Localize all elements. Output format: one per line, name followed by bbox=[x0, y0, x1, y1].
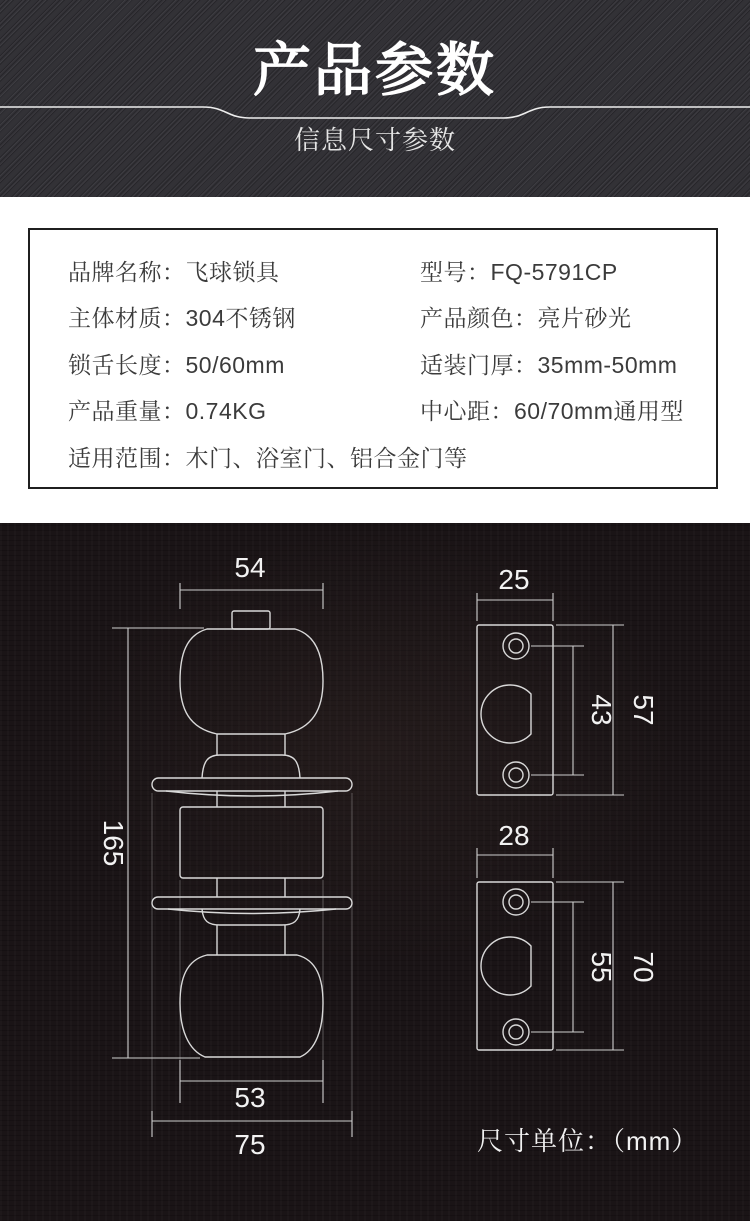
dimension-section bbox=[0, 523, 750, 1221]
dim-label-plate-large-width: 28 bbox=[498, 820, 530, 851]
spec-card bbox=[28, 228, 718, 489]
spec-label-brand: 品牌名称： bbox=[68, 258, 186, 285]
page-subtitle: 信息尺寸参数 bbox=[293, 125, 456, 155]
plate-large-latch-hole bbox=[481, 937, 531, 995]
dim-label-knob-top-width: 54 bbox=[234, 552, 266, 583]
plate-small-screw-hole-bottom bbox=[503, 762, 529, 788]
spec-cell-weight bbox=[68, 393, 420, 426]
strike-plate-small-drawing bbox=[477, 564, 659, 795]
spec-label-latch-length: 锁舌长度： bbox=[68, 351, 186, 378]
spec-value-door-thickness: 35mm-50mm bbox=[537, 351, 678, 378]
spec-cell-center-distance bbox=[420, 393, 716, 426]
dim-label-plate-small-width: 25 bbox=[498, 564, 530, 595]
spec-value-latch-length: 50/60mm bbox=[185, 351, 285, 378]
spec-cell-application bbox=[68, 440, 468, 473]
knob-rose-bottom bbox=[152, 897, 352, 909]
spec-cell-material bbox=[68, 300, 420, 333]
spec-row-application bbox=[30, 433, 716, 480]
spec-cell-brand bbox=[68, 254, 420, 287]
spec-value-application: 木门、浴室门、铝合金门等 bbox=[185, 444, 468, 471]
dim-label-knob-ball: 53 bbox=[234, 1082, 266, 1113]
spec-row-brand-model bbox=[30, 247, 716, 294]
unit-label: 尺寸单位：（mm） bbox=[477, 1126, 699, 1156]
spec-cell-latch-length bbox=[68, 347, 420, 380]
spec-cell-color bbox=[420, 300, 716, 333]
dim-label-knob-height: 165 bbox=[98, 819, 129, 867]
dim-label-plate-small-height: 57 bbox=[628, 694, 659, 726]
spec-value-brand: 飞球锁具 bbox=[185, 258, 280, 285]
dim-label-plate-large-holes: 55 bbox=[586, 951, 617, 983]
knob-side-view-drawing bbox=[98, 552, 352, 1160]
spec-label-application: 适用范围： bbox=[68, 444, 186, 471]
spec-row-weight-centers bbox=[30, 387, 716, 434]
dim-label-knob-rose: 75 bbox=[234, 1129, 266, 1160]
plate-large-screw-hole-bottom bbox=[503, 1019, 529, 1045]
spec-value-model: FQ-5791CP bbox=[490, 258, 618, 285]
knob-button bbox=[232, 611, 270, 629]
spec-label-material: 主体材质： bbox=[68, 305, 186, 332]
product-params-header bbox=[0, 0, 750, 197]
spec-row-latch-thickness bbox=[30, 340, 716, 387]
knob-rose-top bbox=[152, 778, 352, 791]
spec-label-weight: 产品重量： bbox=[68, 398, 186, 425]
knob-bottom-ball bbox=[180, 955, 323, 1057]
knob-top-ball bbox=[180, 629, 323, 734]
knob-cylinder-body bbox=[180, 807, 323, 878]
strike-plate-large-drawing bbox=[477, 820, 659, 1050]
spec-value-color: 亮片砂光 bbox=[537, 305, 632, 332]
spec-value-weight: 0.74KG bbox=[185, 398, 267, 425]
dim-label-plate-large-height: 70 bbox=[628, 951, 659, 983]
dimension-drawings bbox=[0, 523, 750, 1221]
plate-small-latch-hole bbox=[481, 685, 531, 743]
spec-cell-model bbox=[420, 254, 716, 287]
spec-cell-door-thickness bbox=[420, 347, 716, 380]
spec-row-material-color bbox=[30, 294, 716, 341]
plate-small-outline bbox=[477, 625, 553, 795]
spec-section bbox=[0, 197, 750, 523]
spec-label-color: 产品颜色： bbox=[420, 305, 538, 332]
plate-large-screw-hole-top bbox=[503, 889, 529, 915]
spec-value-material: 304不锈钢 bbox=[185, 305, 296, 332]
spec-label-door-thickness: 适装门厚： bbox=[420, 351, 538, 378]
dim-label-plate-small-holes: 43 bbox=[586, 694, 617, 726]
spec-value-center-distance: 60/70mm通用型 bbox=[514, 398, 684, 425]
spec-label-center-distance: 中心距： bbox=[420, 398, 514, 425]
plate-small-screw-hole-top bbox=[503, 633, 529, 659]
spec-label-model: 型号： bbox=[420, 258, 491, 285]
page-title: 产品参数 bbox=[252, 38, 497, 103]
